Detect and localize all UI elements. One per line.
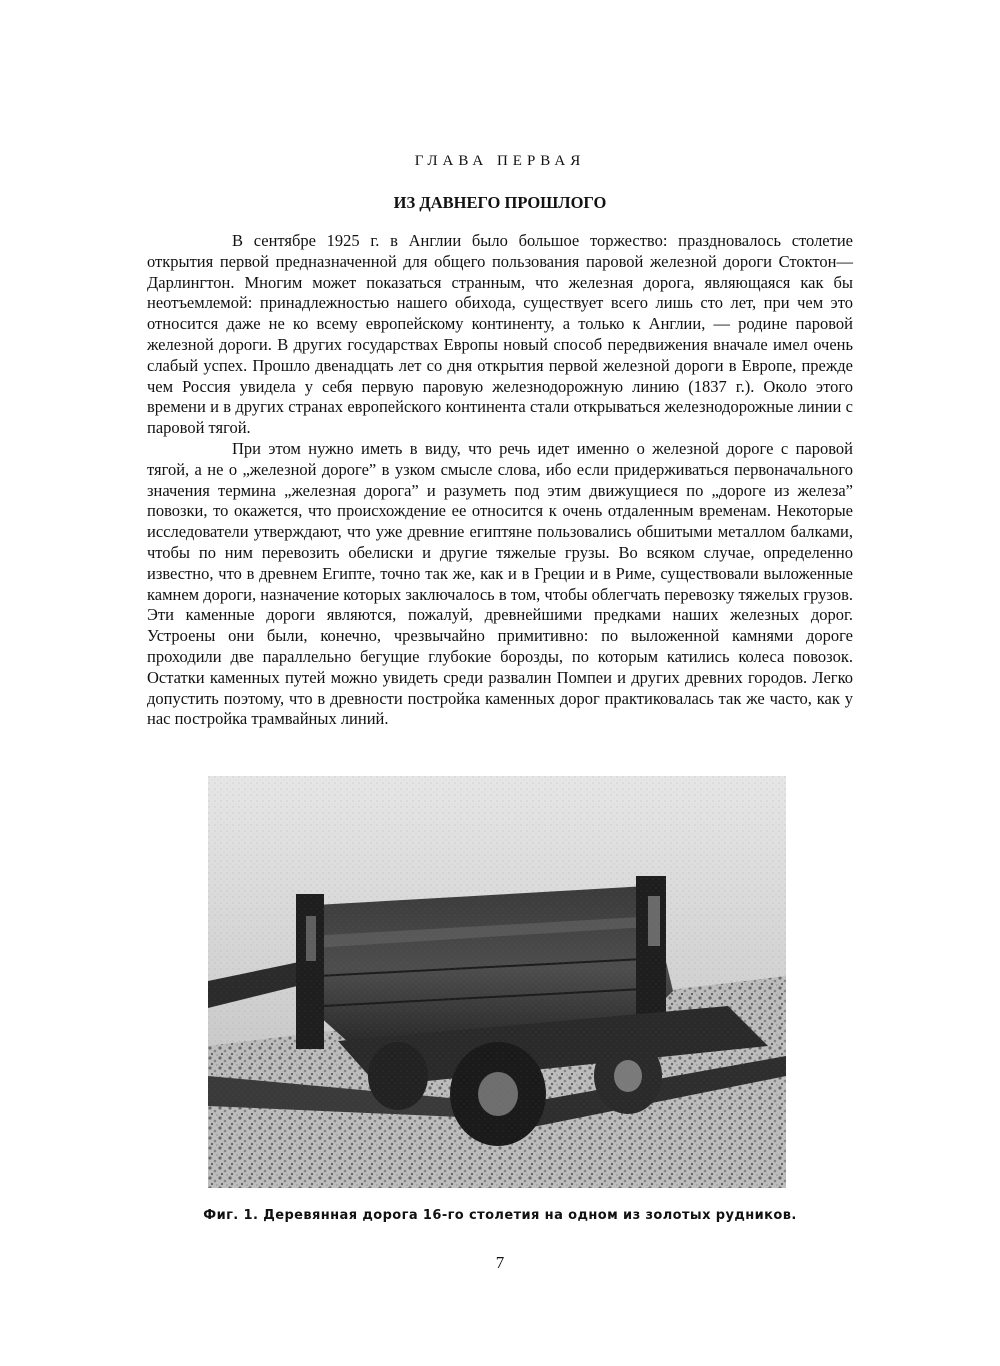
figure-photo [208,776,786,1188]
paragraph-2: При этом нужно иметь в виду, что речь идет именно о железной дороге с паровой тягой, а не о „железной дороге” в узком смысле слова, ибо если придерживаться первоначального значения термина „железная дорога” и разуметь под этим движущиеся по „дороге из железа” повозки, то окажется, что происхождение ее относится к очень отдаленным временам. Некоторые исследователи утверждают, что уже древние египтяне пользовались обшитыми металлом балками, чтобы по ним перевозить обелиски и другие тяжелые грузы. Во всяком случае, определенно известно, что в древнем Египте, точно так же, как и в Греции и в Риме, существовали выложенные камнем дороги, назначение которых заключалось в том, чтобы облегчать перевозку тяжелых грузов. Эти каменные дороги являются, пожалуй, древнейшими предками наших железных дорог. Устроены они были, конечно, чрезвычайно примитивно: по выложенной камнями дороге проходили две параллельно бегущие глубокие борозды, по которым катились колеса повозок. Остатки каменных путей можно увидеть среди развалин Помпеи и других древних городов. Легко допустить поэтому, что в древности постройка каменных дорог практиковалась так же часто, как у нас постройка трамвайных линий. [147,438,853,729]
chapter-title: ИЗ ДАВНЕГО ПРОШЛОГО [393,193,607,212]
page-number: 7 [495,1253,505,1272]
chapter-label: ГЛАВА ПЕРВАЯ [414,153,586,169]
body-text [147,231,853,730]
figure-caption: Фиг. 1. Деревянная дорога 16-го столетия на одном из золотых рудников. [203,1208,797,1223]
paragraph-1: В сентябре 1925 г. в Англии было большое торжество: праздновалось столетие открытия первой предназначенной для общего пользования паровой железной дороги Стоктон—Дарлингтон. Многим может показаться странным, что железная дорога, являющаяся как бы неотъемлемой: принадлежностью нашего обихода, существует всего лишь сто лет, при чем это относится даже не ко всему европейскому континенту, а только к Англии, — родине паровой железной дороги. В других государствах Европы новый способ передвижения вначале имел очень слабый успех. Прошло двенадцать лет со дня открытия первой железной дороги в Европе, прежде чем Россия увидела у себя первую паровую железнодорожную линию (1837 г.). Около этого времени и в других странах европейского континента стали открываться железнодорожные линии с паровой тягой. [147,231,853,438]
